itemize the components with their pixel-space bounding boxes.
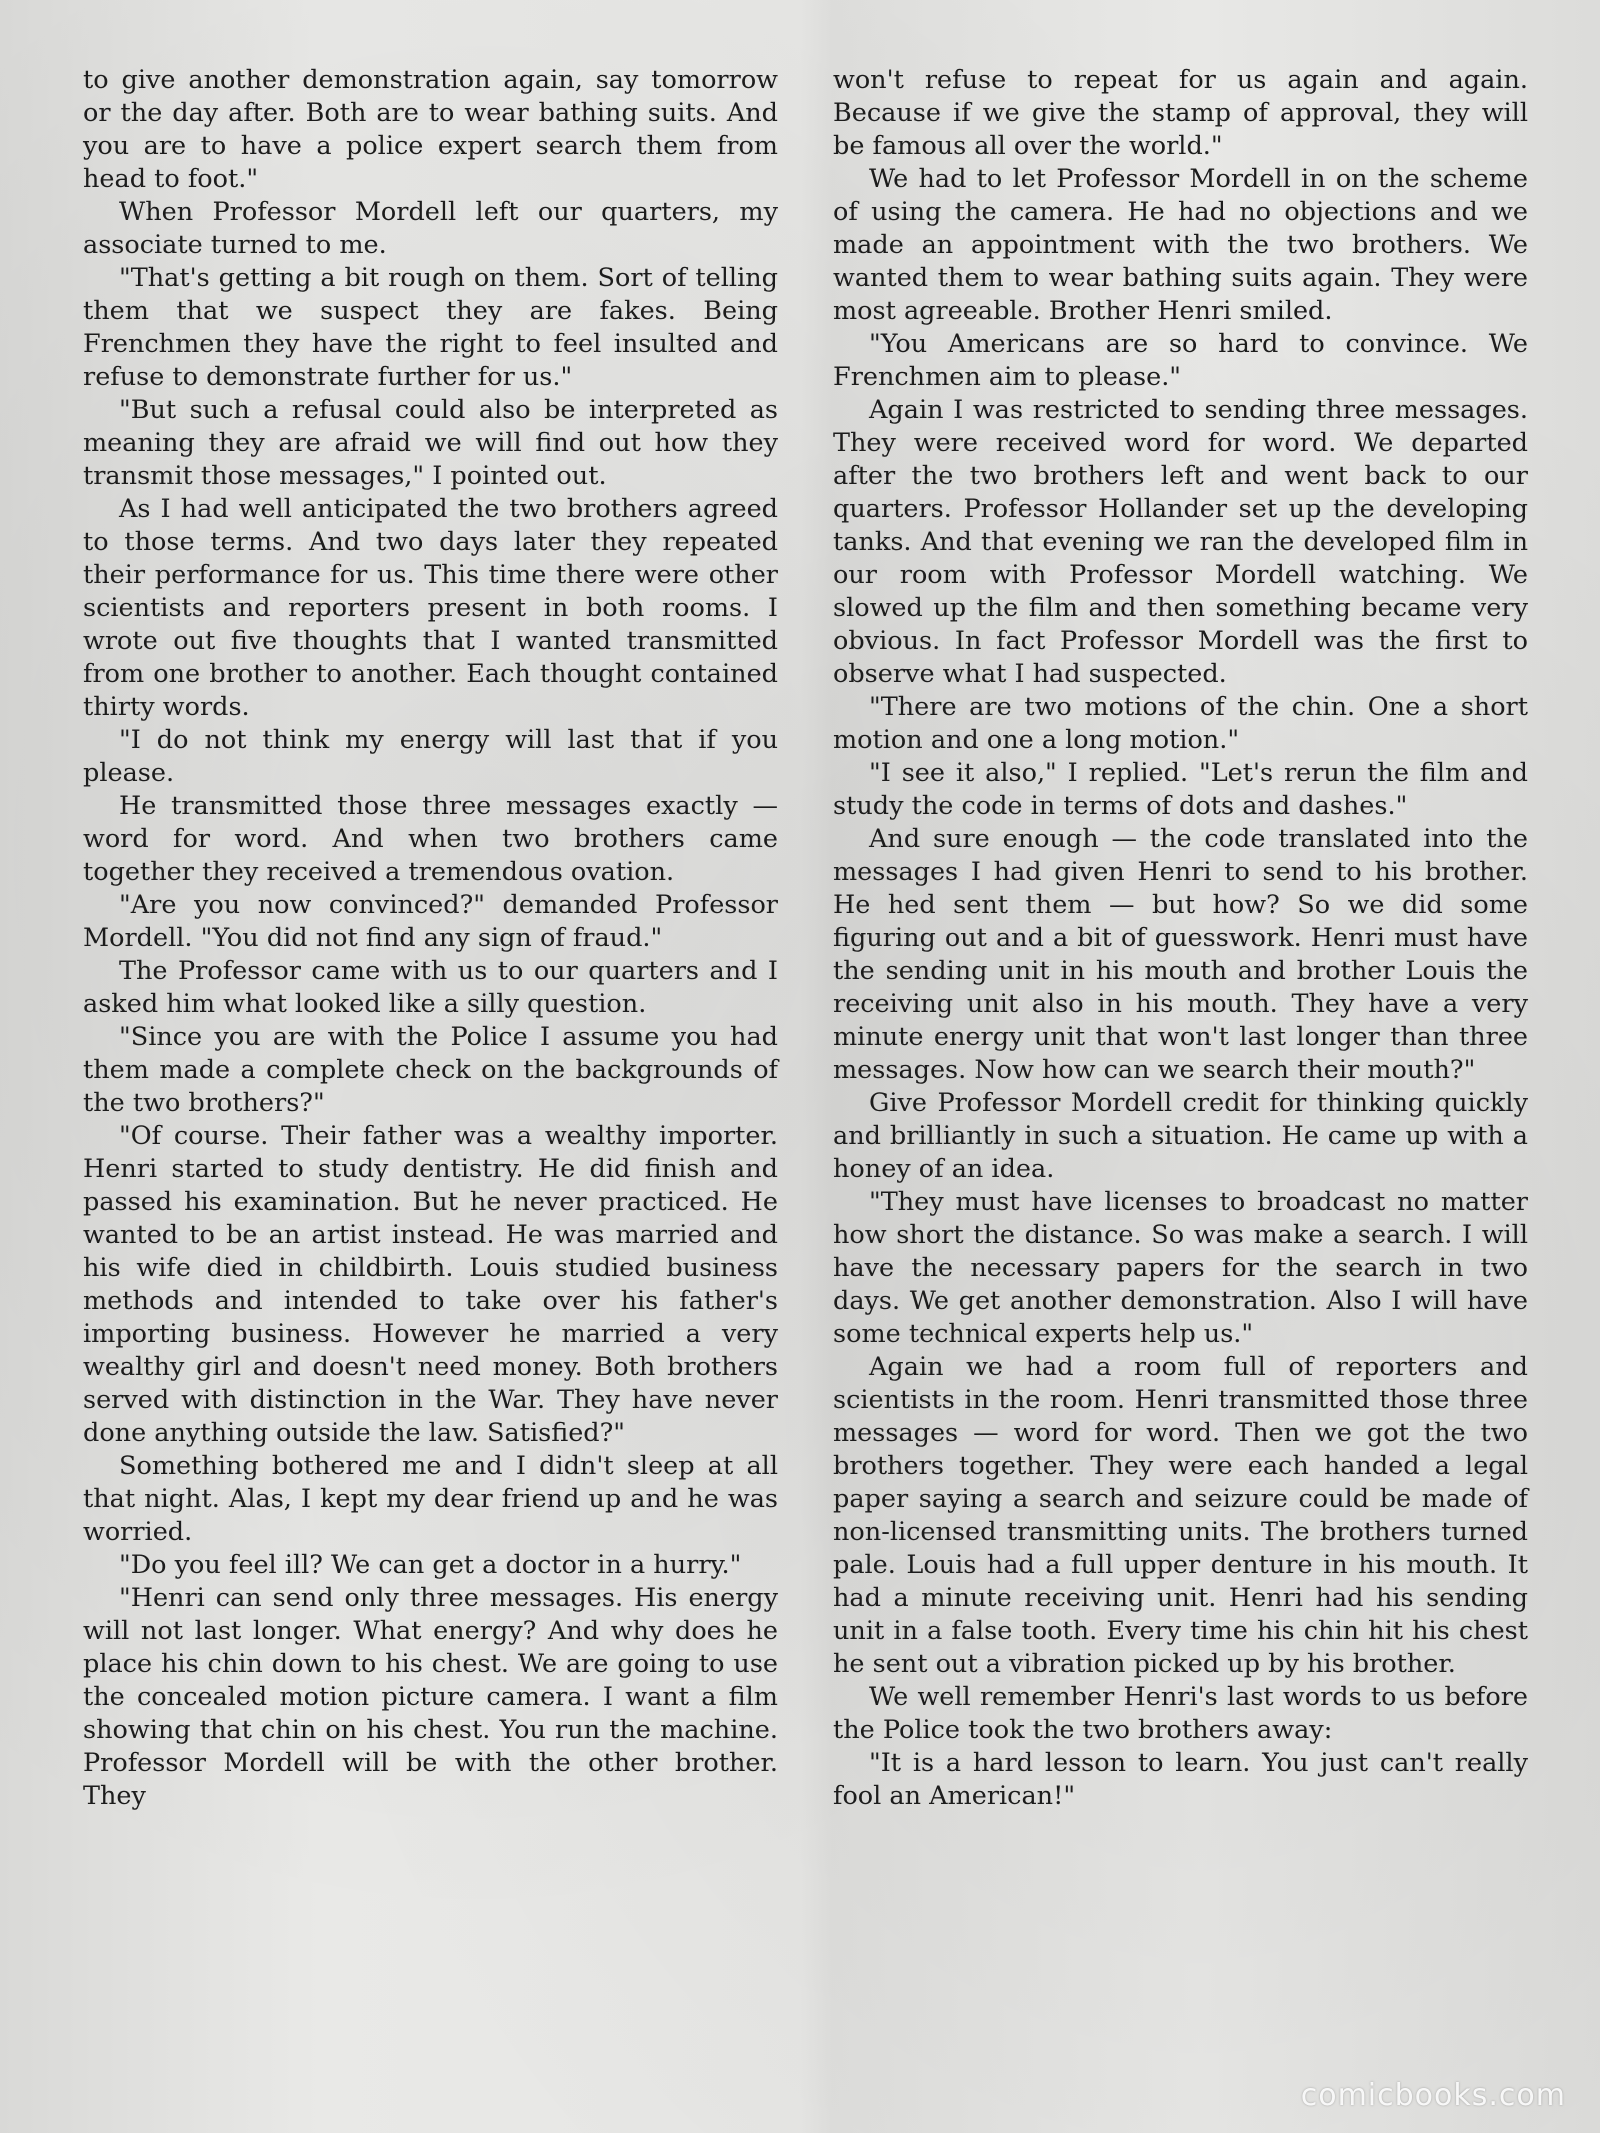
paragraph: "It is a hard lesson to learn. You just can't really fool an American!"	[833, 1748, 1528, 1811]
paragraph: "I see it also," I replied. "Let's rerun the film and study the code in terms of dots and dashes."	[833, 758, 1528, 821]
paragraph: "But such a refusal could also be interpreted as meaning they are afraid we will find out how they transmit those messages," I pointed out.	[83, 395, 778, 491]
right-column	[833, 64, 1528, 1813]
paragraph: "That's getting a bit rough on them. Sort of telling them that we suspect they are fakes. Being Frenchmen they have the right to feel insulted and refuse to demonstrate further for us."	[83, 263, 778, 392]
site-watermark: comicbooks.com	[1300, 2078, 1566, 2113]
paragraph: Something bothered me and I didn't sleep at all that night. Alas, I kept my dear friend up and he was worried.	[83, 1451, 778, 1547]
paragraph: When Professor Mordell left our quarters, my associate turned to me.	[83, 197, 778, 260]
paragraph: "Are you now convinced?" demanded Professor Mordell. "You did not find any sign of fraud."	[83, 890, 778, 953]
paragraph: As I had well anticipated the two brothers agreed to those terms. And two days later they repeated their performance for us. This time there were other scientists and reporters present in both rooms. I wrote out five thoughts that I wanted transmitted from one brother to another. Each thought contained thirty words.	[83, 494, 778, 722]
paragraph: Give Professor Mordell credit for thinking quickly and brilliantly in such a situation. He came up with a honey of an idea.	[833, 1088, 1528, 1184]
paragraph: We had to let Professor Mordell in on the scheme of using the camera. He had no objections and we made an appointment with the two brothers. We wanted them to wear bathing suits again. They were most agreeable. Brother Henri smiled.	[833, 164, 1528, 326]
paragraph: "Do you feel ill? We can get a doctor in a hurry."	[119, 1550, 742, 1580]
paragraph: "They must have licenses to broadcast no matter how short the distance. So was make a search. I will have the necessary papers for the search in two days. We get another demonstration. Also I will have some technical experts help us."	[833, 1187, 1528, 1349]
paragraph: We well remember Henri's last words to us before the Police took the two brothers away:	[833, 1682, 1528, 1745]
paragraph: "Since you are with the Police I assume you had them made a complete check on the backgrounds of the two brothers?"	[83, 1022, 778, 1118]
left-column	[83, 64, 778, 1813]
paragraph: He transmitted those three messages exactly — word for word. And when two brothers came together they received a tremendous ovation.	[83, 791, 778, 887]
paragraph: Again I was restricted to sending three messages. They were received word for word. We departed after the two brothers left and went back to our quarters. Professor Hollander set up the developing tanks. And that evening we ran the developed film in our room with Professor Mordell watching. We slowed up the film and then something became very obvious. In fact Professor Mordell was the first to observe what I had suspected.	[833, 395, 1528, 689]
paragraph: "You Americans are so hard to convince. We Frenchmen aim to please."	[833, 329, 1528, 392]
paragraph: And sure enough — the code translated into the messages I had given Henri to send to his brother. He hed sent them — but how? So we did some figuring out and a bit of guesswork. Henri must have the sending unit in his mouth and brother Louis the receiving unit also in his mouth. They have a very minute energy unit that won't last longer than three messages. Now how can we search their mouth?"	[833, 824, 1528, 1085]
paragraph: "Of course. Their father was a wealthy importer. Henri started to study dentistry. He did finish and passed his examination. But he never practiced. He wanted to be an artist instead. He was married and his wife died in childbirth. Louis studied business methods and intended to take over his father's importing business. However he married a very wealthy girl and doesn't need money. Both brothers served with distinction in the War. They have never done anything outside the law. Satisfied?"	[83, 1121, 778, 1448]
paragraph: to give another demonstration again, say tomorrow or the day after. Both are to wear bathing suits. And you are to have a police expert search them from head to foot."	[83, 65, 778, 194]
paragraph: "I do not think my energy will last that if you please.	[83, 725, 778, 788]
paragraph: "Henri can send only three messages. His energy will not last longer. What energy? And why does he place his chin down to his chest. We are going to use the concealed motion picture camera. I want a film showing that chin on his chest. You run the machine. Professor Mordell will be with the other brother. They	[83, 1583, 778, 1811]
paragraph: The Professor came with us to our quarters and I asked him what looked like a silly question.	[83, 956, 778, 1019]
paragraph: Again we had a room full of reporters and scientists in the room. Henri transmitted those three messages — word for word. Then we got the two brothers together. They were each handed a legal paper saying a search and seizure could be made of non-licensed transmitting units. The brothers turned pale. Louis had a full upper denture in his mouth. It had a minute receiving unit. Henri had his sending unit in a false tooth. Every time his chin hit his chest he sent out a vibration picked up by his brother.	[833, 1352, 1528, 1679]
paragraph: "There are two motions of the chin. One a short motion and one a long motion."	[833, 692, 1528, 755]
paragraph: won't refuse to repeat for us again and again. Because if we give the stamp of approval, they will be famous all over the world."	[833, 65, 1528, 161]
